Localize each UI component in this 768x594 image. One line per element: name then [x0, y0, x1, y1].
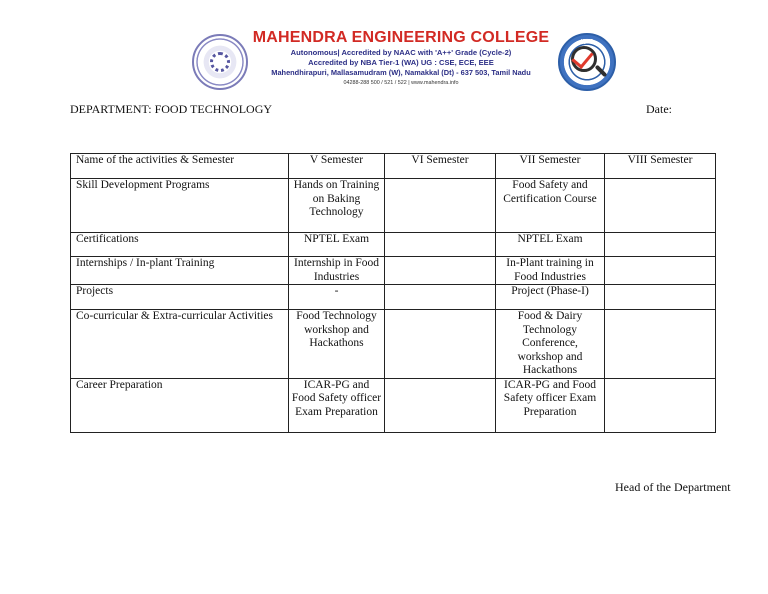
sem-viii-cell: [605, 233, 716, 257]
activity-cell: Skill Development Programs: [71, 179, 289, 233]
date-label: Date:: [646, 102, 672, 116]
address-line: Mahendhirapuri, Mallasamudram (W), Namakkal (Dt) - 637 503, Tamil Nadu: [271, 68, 531, 77]
table-row: [71, 310, 716, 379]
letterhead-text: [248, 28, 554, 88]
table-header-row: [71, 154, 716, 179]
department-title: DEPARTMENT: FOOD TECHNOLOGY: [70, 102, 273, 116]
table-row: [71, 233, 716, 257]
iqac-magnifier-icon: [558, 33, 616, 91]
sem-vii-cell: Project (Phase-I): [496, 285, 605, 310]
table-row: [71, 257, 716, 285]
sem-viii-cell: [605, 179, 716, 233]
signature-label: Head of the Department: [615, 480, 731, 494]
table-row: [71, 378, 716, 432]
contact-line: 04288-288 500 / 521 / 522 | www.mahendra.info: [343, 80, 459, 86]
activity-cell: Internships / In-plant Training: [71, 257, 289, 285]
sem-v-cell: Food Technology workshop and Hackathons: [289, 310, 385, 379]
iqac-label: IQAC: [580, 39, 594, 45]
sem-vii-cell: In-Plant training in Food Industries: [496, 257, 605, 285]
sem-viii-cell: [605, 285, 716, 310]
sem-v-cell: ICAR-PG and Food Safety officer Exam Preparation: [289, 378, 385, 432]
activity-cell: Career Preparation: [71, 378, 289, 432]
accreditation-line: Autonomous| Accredited by NAAC with 'A++' Grade (Cycle-2): [290, 48, 512, 57]
sem-vii-cell: ICAR-PG and Food Safety officer Exam Preparation: [496, 378, 605, 432]
header-sem-vi: VI Semester: [385, 154, 496, 179]
sem-vii-cell: Food & Dairy Technology Conference, workshop and Hackathons: [496, 310, 605, 379]
activity-cell: Certifications: [71, 233, 289, 257]
sem-vi-cell: [385, 285, 496, 310]
sem-vi-cell: [385, 179, 496, 233]
header-activities: Name of the activities & Semester: [71, 154, 289, 179]
sem-vi-cell: [385, 257, 496, 285]
header-sem-vii: VII Semester: [496, 154, 605, 179]
sem-vii-cell: Food Safety and Certification Course: [496, 179, 605, 233]
table-row: [71, 285, 716, 310]
header-sem-v: V Semester: [289, 154, 385, 179]
sem-v-cell: Hands on Training on Baking Technology: [289, 179, 385, 233]
sem-vi-cell: [385, 310, 496, 379]
sem-viii-cell: [605, 310, 716, 379]
sem-viii-cell: [605, 257, 716, 285]
activity-cell: Projects: [71, 285, 289, 310]
activities-table: [70, 153, 716, 433]
sem-v-cell: Internship in Food Industries: [289, 257, 385, 285]
sem-vii-cell: NPTEL Exam: [496, 233, 605, 257]
nba-line: Accredited by NBA Tier-1 (WA) UG : CSE, ECE, EEE: [308, 58, 494, 67]
sem-vi-cell: [385, 378, 496, 432]
sem-v-cell: NPTEL Exam: [289, 233, 385, 257]
table-row: [71, 179, 716, 233]
college-seal-icon: [192, 34, 248, 90]
activity-cell: Co-curricular & Extra-curricular Activities: [71, 310, 289, 379]
sem-vi-cell: [385, 233, 496, 257]
sem-viii-cell: [605, 378, 716, 432]
header-sem-viii: VIII Semester: [605, 154, 716, 179]
sem-v-cell: -: [289, 285, 385, 310]
letterhead: [190, 28, 620, 92]
college-name: MAHENDRA ENGINEERING COLLEGE: [252, 29, 550, 46]
